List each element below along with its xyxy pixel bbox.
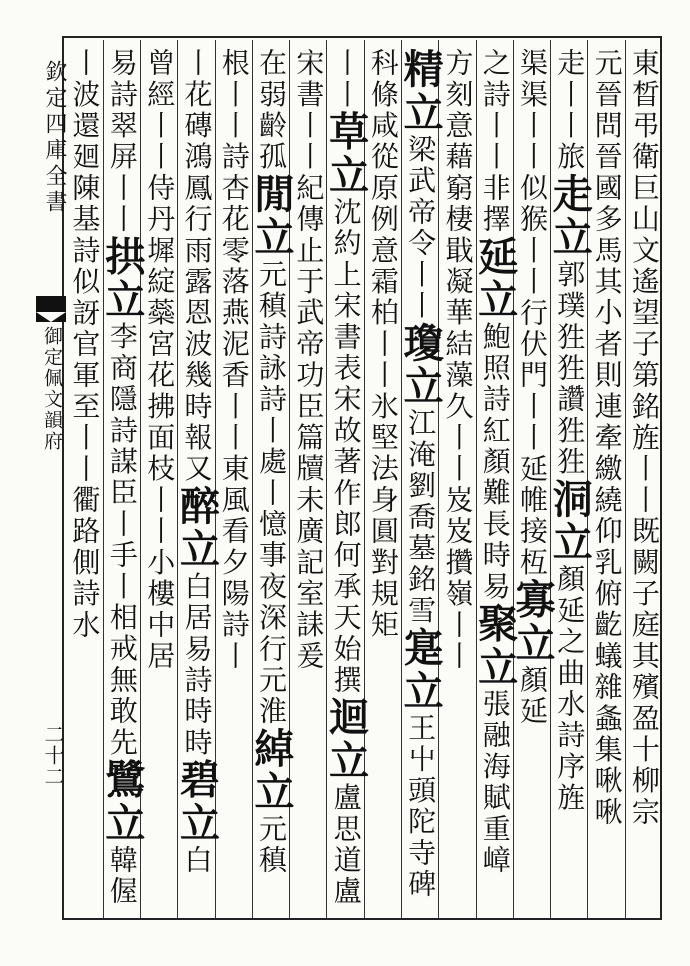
text-segment: 白: [180, 844, 214, 877]
text-segment: 曾經丨丨侍丹墀綻蘂宮花拂面枝: [143, 48, 177, 485]
text-segment: 丨花磚鴻鳳行雨露恩波幾時報又: [180, 48, 214, 485]
text-segment: 張融海賦重嶂: [478, 688, 512, 877]
text-segment: 渠渠丨丨: [516, 48, 550, 173]
headword: 閒立: [248, 172, 296, 260]
text-segment: 元稹: [255, 813, 289, 877]
headword: 寔立: [397, 626, 445, 713]
column-text: [546, 48, 594, 814]
column-text: [590, 48, 624, 828]
column-text: [288, 48, 328, 672]
text-segment: 詩杏花零落燕泥香丨丨東風看夕陽: [217, 141, 251, 610]
text-segment: 陳基詩似訝官軍至丨丨衢路側: [68, 172, 102, 579]
text-segment: 丨丨小樓中: [143, 484, 177, 641]
headword: 洞立: [546, 477, 594, 565]
text-column: [322, 40, 370, 918]
headword: 迴立: [322, 696, 370, 783]
fish-tail-notch: [36, 312, 66, 322]
text-segment: 韓偓: [105, 844, 139, 908]
column-text: [627, 48, 661, 828]
text-segment: 根丨丨: [217, 48, 251, 142]
headword: 寡立: [509, 578, 557, 665]
text-segment: 走丨丨旅: [553, 48, 587, 173]
column-text: [248, 48, 296, 877]
text-segment: 元稹詩詠詩丨處丨憶事夜深行元淮: [255, 259, 289, 728]
headword: 鷺立: [98, 758, 146, 845]
column-text: [214, 48, 254, 672]
text-segment: 江淹劉喬墓銘雪: [404, 408, 438, 627]
text-segment: 詩水: [68, 578, 102, 641]
text-columns: [66, 40, 662, 918]
text-segment: 戢凝華結藻久丨丨: [441, 235, 475, 485]
text-column: [509, 40, 557, 918]
text-segment: 鮑照詩紅顏難長時易: [478, 321, 512, 603]
text-segment: 沈約上宋書表宋故著作郎何承天始撰: [329, 196, 363, 697]
text-segment: 似猴丨丨行伏: [516, 172, 550, 361]
headword: 醉立: [173, 484, 221, 572]
column-text: [397, 48, 445, 901]
text-segment: 王屮頭陀寺碑: [404, 712, 438, 901]
column-text: [98, 48, 146, 908]
text-segment: 岌岌攢嶺丨丨: [441, 484, 475, 673]
text-column: [173, 40, 221, 918]
text-segment: 意霜柏丨丨氷堅: [366, 235, 400, 454]
text-column: [397, 40, 445, 918]
headword: 聚立: [471, 602, 519, 689]
text-segment: 之詩丨丨非擇: [478, 48, 512, 236]
column-text: [64, 48, 104, 641]
text-segment: 丨波還廻: [68, 48, 102, 173]
text-segment: 顏延之曲水詩序旌: [553, 564, 587, 814]
headword: 走立: [546, 172, 594, 260]
text-segment: 梁武帝令丨丨: [404, 134, 438, 322]
text-segment: 記室誄爰: [292, 547, 326, 673]
text-segment: 丨丨: [329, 48, 363, 111]
text-segment: 白居易詩時時: [180, 571, 214, 759]
text-segment: 法身圓對規矩: [366, 453, 400, 641]
text-column: [66, 40, 103, 918]
text-segment: 居: [143, 640, 177, 673]
text-segment: 門丨丨延帷接枑: [516, 360, 550, 579]
text-column: [248, 40, 296, 918]
text-segment: 盧思道盧: [329, 782, 363, 908]
text-column: [438, 40, 475, 918]
headword: 精立: [397, 48, 445, 135]
text-segment: 顏延: [516, 664, 550, 728]
section-title: 御定佩文韻府: [41, 326, 63, 452]
text-segment: 方刻意藉窮棲: [441, 48, 475, 236]
text-segment: 李商隱詩謀臣丨手丨相戒無敢先: [105, 321, 139, 759]
text-segment: 易詩翠屏丨丨: [105, 48, 139, 236]
headword: 拱立: [98, 235, 146, 322]
headword: 瓊立: [397, 321, 445, 409]
headword: 碧立: [173, 758, 221, 845]
text-column: [471, 40, 519, 918]
text-column: [625, 40, 662, 918]
headword: 延立: [471, 235, 519, 322]
column-text: [139, 48, 179, 672]
text-segment: 在弱齡孤: [255, 48, 289, 173]
headword: 綽立: [248, 727, 296, 814]
column-text: [173, 48, 221, 877]
headword: 草立: [322, 110, 370, 197]
column-text: [322, 48, 370, 908]
text-segment: 科條咸從原例: [366, 48, 400, 236]
column-text: [471, 48, 519, 877]
page-number: 二十二: [41, 724, 65, 787]
text-segment: 元晉問晉國多馬其小者則連牽繳繞仰乳俯齕蟻雜螽集啾啾: [590, 48, 624, 828]
text-segment: 郭璞狌狌讚狌狌: [553, 259, 587, 478]
text-column: [98, 40, 146, 918]
text-segment: 宋書丨丨紀傳止于武帝功臣篇牘未廣: [292, 48, 326, 548]
text-segment: 東晳弔衛巨山文遙望子第銘旌丨丨既闕子庭其殯盈十柳宗: [627, 48, 661, 828]
book-title: 欽定四庫全書: [42, 60, 67, 216]
text-segment: 詩丨: [217, 609, 251, 673]
text-column: [546, 40, 594, 918]
